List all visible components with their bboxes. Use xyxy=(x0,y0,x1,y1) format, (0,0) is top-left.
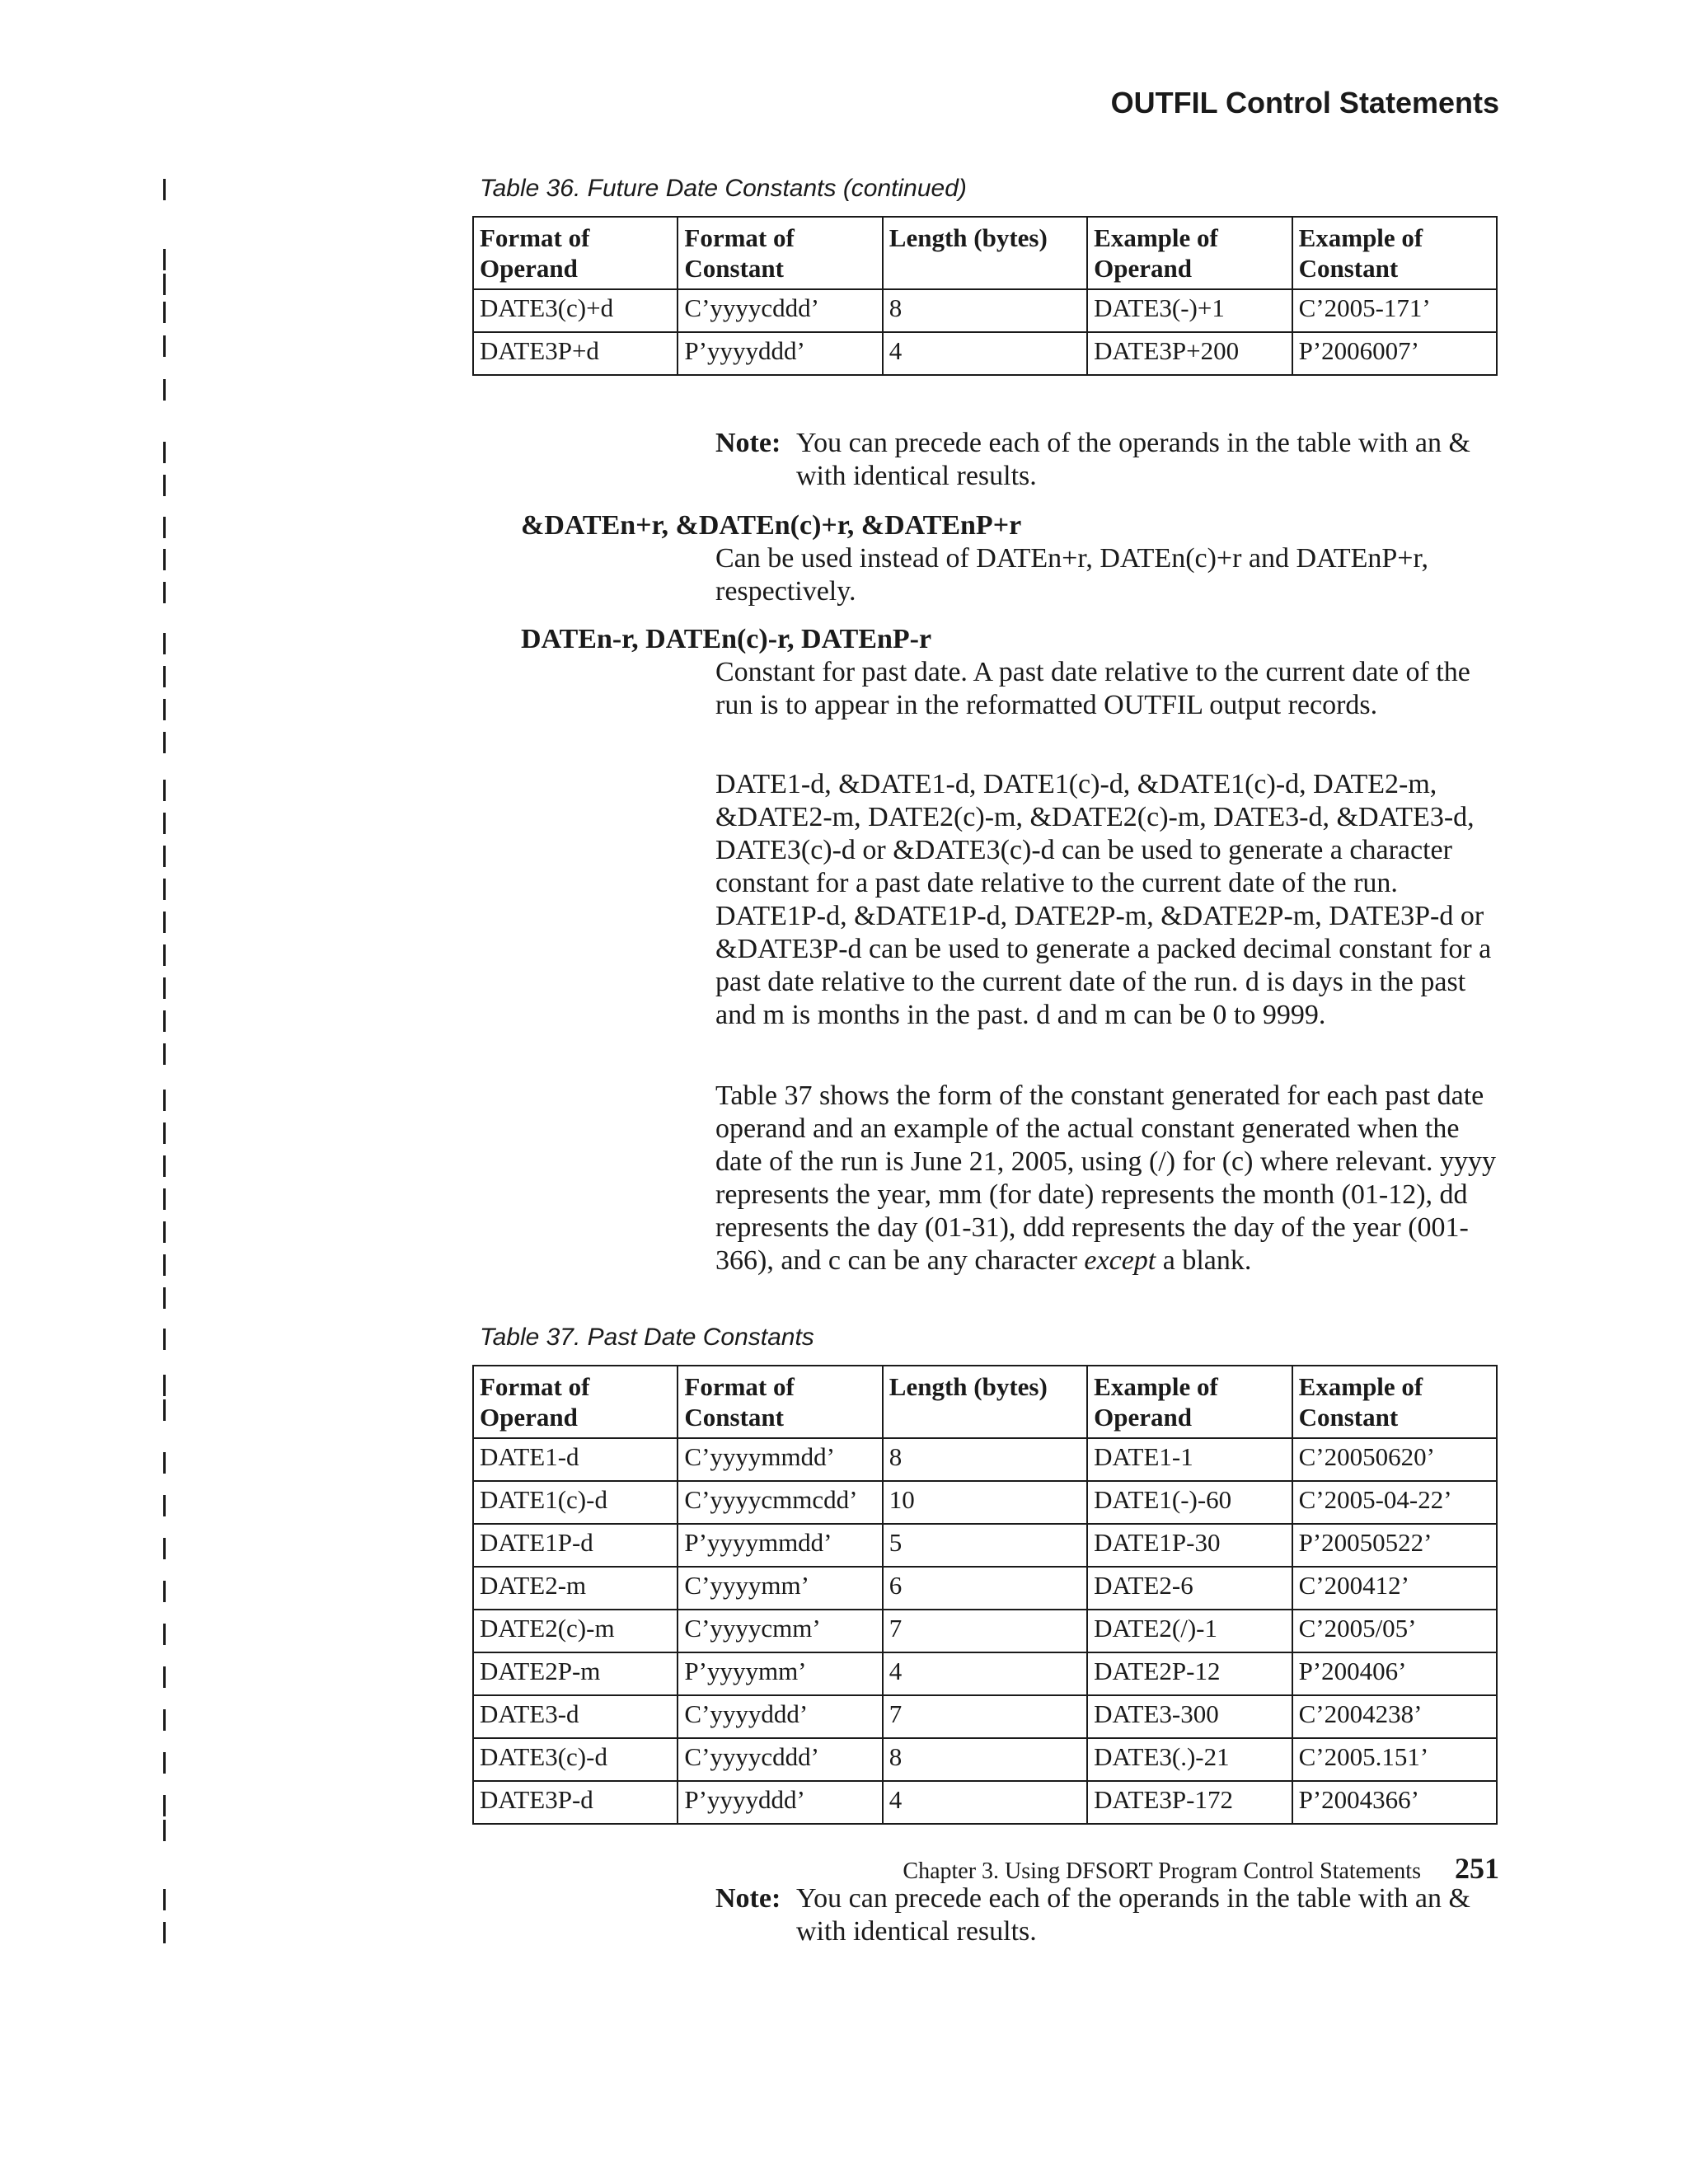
table-row xyxy=(473,1695,1497,1738)
table-cell: C’2004238’ xyxy=(1292,1695,1497,1738)
table-cell: DATE3(c)+d xyxy=(473,289,678,332)
table-cell: 8 xyxy=(883,289,1087,332)
change-bar xyxy=(163,1090,166,1111)
change-bar xyxy=(163,274,166,295)
table-cell: P’yyyymm’ xyxy=(678,1652,882,1695)
table-cell: DATE1-1 xyxy=(1087,1438,1292,1481)
change-bar xyxy=(163,1043,166,1065)
table-cell: P’2006007’ xyxy=(1292,332,1497,375)
change-bar xyxy=(163,1795,166,1816)
term-heading-daten-minus: DATEn-r, DATEn(c)-r, DATEnP-r xyxy=(521,624,932,654)
change-bar xyxy=(163,335,166,357)
table-row xyxy=(473,1438,1497,1481)
note-label: Note: xyxy=(715,428,781,458)
table-cell: C’yyyycmmcdd’ xyxy=(678,1481,882,1524)
table-cell: C’200412’ xyxy=(1292,1567,1497,1610)
change-bar xyxy=(163,1752,166,1774)
change-bar xyxy=(163,179,166,200)
table-cell: C’yyyymmdd’ xyxy=(678,1438,882,1481)
table37-caption: Table 37. Past Date Constants xyxy=(480,1324,814,1351)
change-bar xyxy=(163,944,166,966)
table37-header: Format of Constant xyxy=(678,1366,882,1438)
table-cell: C’yyyycddd’ xyxy=(678,1738,882,1781)
table-cell: P’yyyymmdd’ xyxy=(678,1524,882,1567)
change-bar xyxy=(163,633,166,654)
table-row xyxy=(473,1652,1497,1695)
change-bar xyxy=(163,977,166,999)
page-number: 251 xyxy=(1455,1852,1499,1885)
table-cell: 4 xyxy=(883,1781,1087,1824)
paragraph-text: Table 37 shows the form of the constant generated for each past date operand and an example of the actual constant generated when the date of the run is June 21, 2005, using (/) for (c) where relevant. yyyy represents the year, mm (for date) represents the month (01-12), dd represents the day (01-31), ddd represents the day of the year (001-366), and c can be any character xyxy=(715,1080,1497,1276)
table-cell: DATE1-d xyxy=(473,1438,678,1481)
change-bar xyxy=(163,442,166,463)
change-bar xyxy=(163,1922,166,1943)
table-cell: C’2005.151’ xyxy=(1292,1738,1497,1781)
table37-header: Example of Operand xyxy=(1087,1366,1292,1438)
table-cell: DATE3-d xyxy=(473,1695,678,1738)
change-bar xyxy=(163,1709,166,1731)
table-cell: DATE3P-d xyxy=(473,1781,678,1824)
table-cell: DATE3P+200 xyxy=(1087,332,1292,375)
table36-header: Length (bytes) xyxy=(883,217,1087,289)
table-cell: DATE2P-12 xyxy=(1087,1652,1292,1695)
table-cell: DATE3P+d xyxy=(473,332,678,375)
change-bar xyxy=(163,879,166,900)
change-bar xyxy=(163,1221,166,1243)
change-bar xyxy=(163,1581,166,1602)
table-cell: DATE3(-)+1 xyxy=(1087,289,1292,332)
table-cell: 4 xyxy=(883,332,1087,375)
term-description: Can be used instead of DATEn+r, DATEn(c)+r and DATEnP+r, respectively. xyxy=(715,543,1428,607)
table36-header: Format of Constant xyxy=(678,217,882,289)
table-cell: C’yyyycddd’ xyxy=(678,289,882,332)
change-bar xyxy=(163,666,166,687)
change-bar xyxy=(163,1399,166,1421)
change-bar xyxy=(163,1010,166,1032)
table-row xyxy=(473,1781,1497,1824)
change-bar xyxy=(163,379,166,401)
change-bar xyxy=(163,813,166,834)
change-bar xyxy=(163,302,166,323)
table-cell: DATE2(/)-1 xyxy=(1087,1610,1292,1652)
table-cell: DATE1(c)-d xyxy=(473,1481,678,1524)
table-cell: C’2005-04-22’ xyxy=(1292,1481,1497,1524)
table-row xyxy=(473,1524,1497,1567)
table37-header: Format of Operand xyxy=(473,1366,678,1438)
paragraph-past-date-operands: DATE1-d, &DATE1-d, DATE1(c)-d, &DATE1(c)-d, DATE2-m, &DATE2-m, DATE2(c)-m, &DATE2(c)-m, DATE3-d, &DATE3-d, DATE3(c)-d or &DATE3(c)-d can be used to generate a character constant for a past date relative to the current date of the run. DATE1P-d, &DATE1P-d, DATE2P-m, &DATE2P-m, DATE3P-d or &DATE3P-d can be used to generate a packed decimal constant for a past date relative to the current date of the run. d is days in the past and m is months in the past. d and m can be 0 to 9999. xyxy=(715,769,1492,1030)
change-bar xyxy=(163,549,166,570)
change-bar xyxy=(163,1495,166,1516)
change-bar xyxy=(163,1122,166,1144)
table-cell: DATE1P-30 xyxy=(1087,1524,1292,1567)
change-bar xyxy=(163,582,166,603)
table37-header: Example of Constant xyxy=(1292,1366,1497,1438)
note-label: Note: xyxy=(715,1883,781,1914)
table-cell: P’2004366’ xyxy=(1292,1781,1497,1824)
table-cell: 5 xyxy=(883,1524,1087,1567)
note-text: You can precede each of the operands in the table with an & with identical results. xyxy=(796,428,1470,491)
page-footer xyxy=(903,1851,1499,1886)
note-1 xyxy=(715,427,1498,493)
table-cell: 10 xyxy=(883,1481,1087,1524)
paragraph-text: a blank. xyxy=(1162,1245,1252,1276)
table36-header: Example of Operand xyxy=(1087,217,1292,289)
table36-header: Example of Constant xyxy=(1292,217,1497,289)
table-cell: C’2005-171’ xyxy=(1292,289,1497,332)
table-cell: DATE2P-m xyxy=(473,1652,678,1695)
change-bar xyxy=(163,1889,166,1910)
table-cell: P’200406’ xyxy=(1292,1652,1497,1695)
table36-header: Format of Operand xyxy=(473,217,678,289)
change-bar xyxy=(163,732,166,753)
change-bar xyxy=(163,1329,166,1350)
table-cell: 6 xyxy=(883,1567,1087,1610)
table-cell: C’yyyycmm’ xyxy=(678,1610,882,1652)
running-head: OUTFIL Control Statements xyxy=(1110,86,1499,120)
paragraph-table37-intro xyxy=(715,1080,1498,1277)
table-cell: P’yyyyddd’ xyxy=(678,1781,882,1824)
change-bar xyxy=(163,1666,166,1688)
table-cell: 7 xyxy=(883,1610,1087,1652)
table37-header: Length (bytes) xyxy=(883,1366,1087,1438)
change-bar xyxy=(163,1155,166,1177)
term-heading-ampersand-daten-plus: &DATEn+r, &DATEn(c)+r, &DATEnP+r xyxy=(521,510,1022,541)
table-cell: 8 xyxy=(883,1738,1087,1781)
emphasis-except: except xyxy=(1084,1245,1156,1276)
change-bar xyxy=(163,1254,166,1276)
change-bar xyxy=(163,1375,166,1396)
table-cell: C’yyyyddd’ xyxy=(678,1695,882,1738)
change-bar xyxy=(163,1287,166,1309)
table37 xyxy=(472,1365,1498,1825)
table-row xyxy=(473,1610,1497,1652)
change-bar xyxy=(163,780,166,801)
table-cell: DATE2-m xyxy=(473,1567,678,1610)
change-bar xyxy=(163,846,166,867)
note-text: You can precede each of the operands in the table with an & with identical results. xyxy=(796,1883,1470,1947)
table-cell: DATE3P-172 xyxy=(1087,1781,1292,1824)
change-bar xyxy=(163,1624,166,1645)
change-bar xyxy=(163,912,166,933)
table-cell: 7 xyxy=(883,1695,1087,1738)
change-bar xyxy=(163,699,166,720)
change-bar xyxy=(163,475,166,496)
change-bar xyxy=(163,1452,166,1474)
table-cell: DATE2(c)-m xyxy=(473,1610,678,1652)
table-cell: P’20050522’ xyxy=(1292,1524,1497,1567)
table-cell: P’yyyyddd’ xyxy=(678,332,882,375)
table-cell: DATE3(c)-d xyxy=(473,1738,678,1781)
table36 xyxy=(472,216,1498,376)
change-bar xyxy=(163,249,166,270)
table-cell: DATE3-300 xyxy=(1087,1695,1292,1738)
table-cell: C’2005/05’ xyxy=(1292,1610,1497,1652)
change-bar xyxy=(163,1820,166,1841)
table-cell: C’20050620’ xyxy=(1292,1438,1497,1481)
table-cell: DATE1(-)-60 xyxy=(1087,1481,1292,1524)
table-row xyxy=(473,289,1497,332)
table-cell: DATE3(.)-21 xyxy=(1087,1738,1292,1781)
table-row xyxy=(473,1738,1497,1781)
table-row xyxy=(473,1481,1497,1524)
table-cell: 4 xyxy=(883,1652,1087,1695)
change-bar xyxy=(163,1188,166,1210)
table-row xyxy=(473,1567,1497,1610)
table-cell: 8 xyxy=(883,1438,1087,1481)
table-cell: C’yyyymm’ xyxy=(678,1567,882,1610)
table-cell: DATE2-6 xyxy=(1087,1567,1292,1610)
change-bar xyxy=(163,1538,166,1559)
table-row xyxy=(473,332,1497,375)
change-bar xyxy=(163,517,166,538)
table-cell: DATE1P-d xyxy=(473,1524,678,1567)
footer-chapter: Chapter 3. Using DFSORT Program Control Statements xyxy=(903,1858,1421,1884)
table36-caption: Table 36. Future Date Constants (continued) xyxy=(480,175,967,202)
note-2 xyxy=(715,1882,1498,1948)
paragraph-past-date: Constant for past date. A past date relative to the current date of the run is to appear in the reformatted OUTFIL output records. xyxy=(715,657,1470,720)
